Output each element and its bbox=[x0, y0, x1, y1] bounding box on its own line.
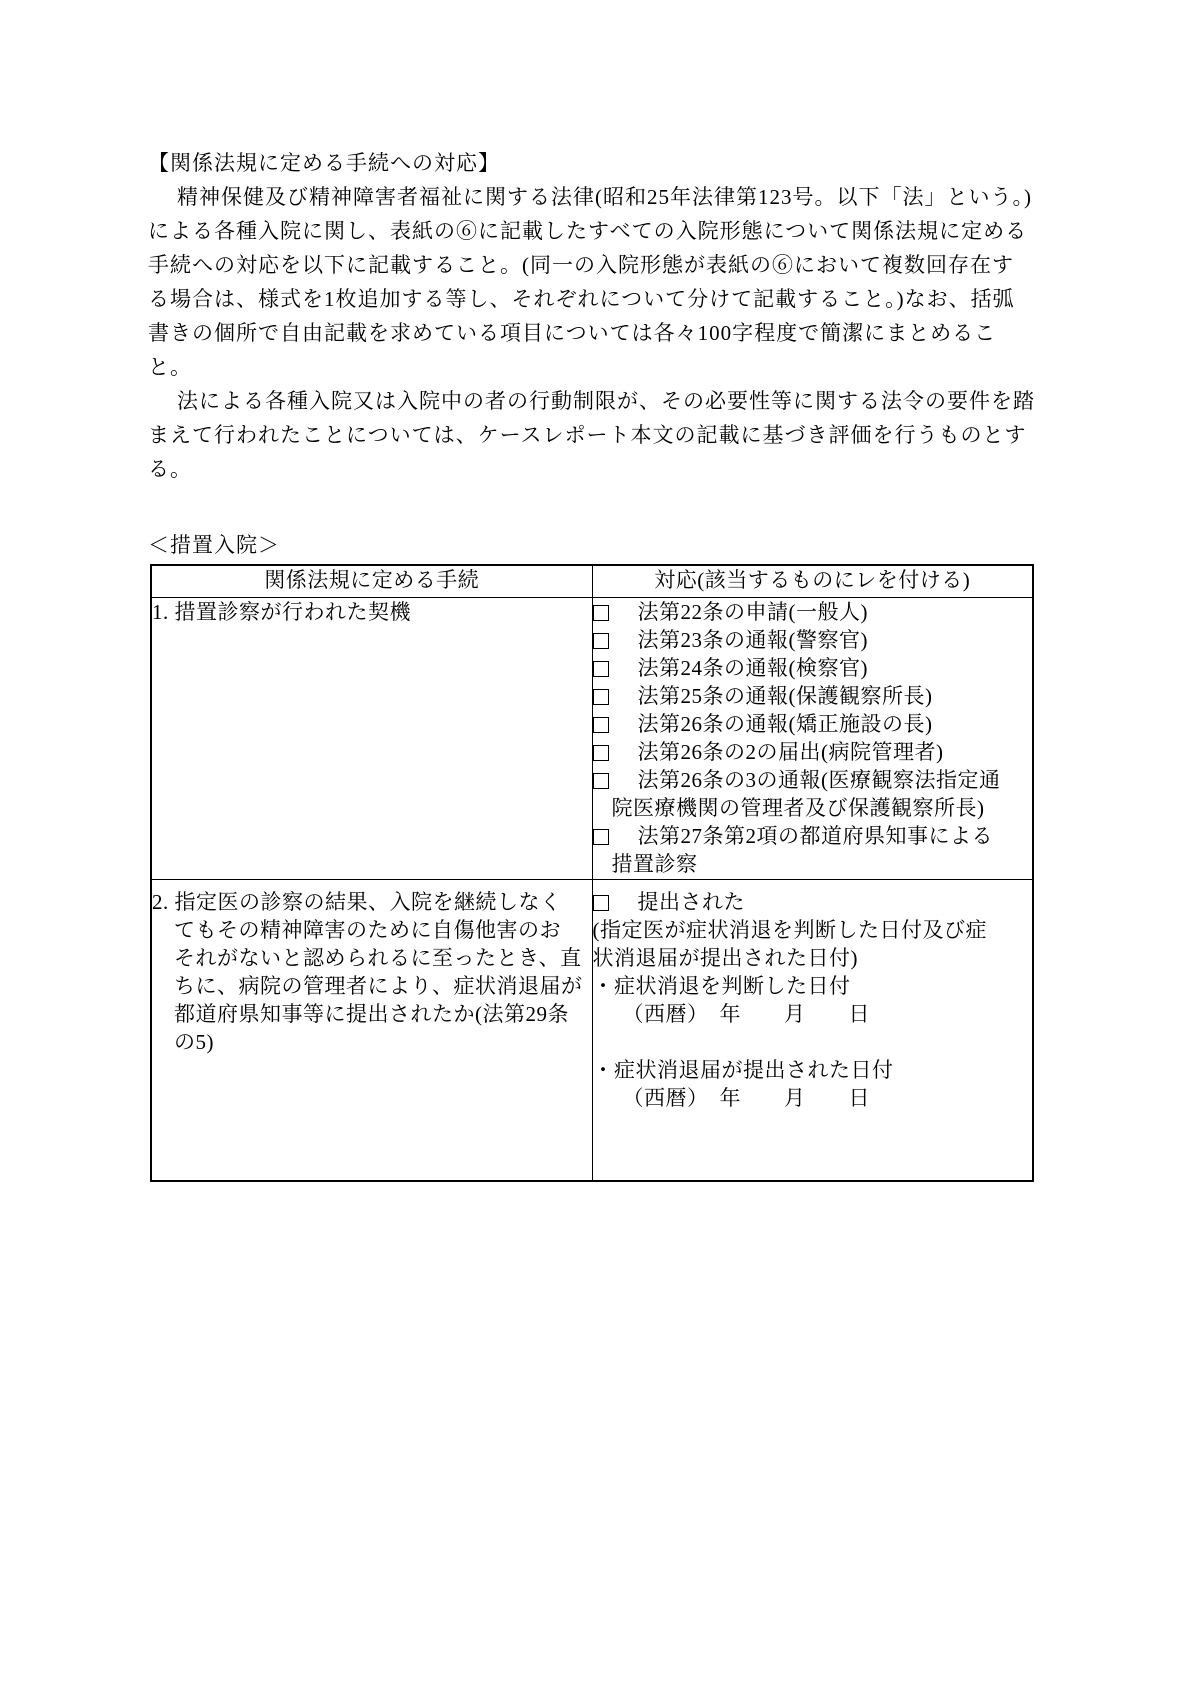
table-row bbox=[151, 880, 1033, 1182]
checkbox-label: 法第26条の通報(矯正施設の長) bbox=[637, 712, 933, 736]
document-title: 【関係法規に定める手続への対応】 bbox=[148, 151, 500, 175]
checkbox-label: 法第25条の通報(保護観察所長) bbox=[637, 684, 933, 708]
checkbox-item bbox=[593, 888, 1033, 916]
date-fill-in-submitted: （西暦） 年 月 日 bbox=[622, 1086, 870, 1110]
checkbox-law22-application[interactable] bbox=[593, 605, 609, 621]
checkbox-law23-report[interactable] bbox=[593, 633, 609, 649]
paragraph-line: 精神保健及び精神障害者福祉に関する法律(昭和25年法律第123号。以下「法」という。) bbox=[177, 185, 1032, 209]
checkbox-law27-2-examination[interactable] bbox=[593, 829, 609, 845]
row2-response-cell bbox=[592, 880, 1033, 1182]
checkbox-law26-2-notification[interactable] bbox=[593, 745, 609, 761]
checkbox-label: 法第24条の通報(検察官) bbox=[637, 656, 868, 680]
row2-procedure-line: ちに、病院の管理者により、症状消退届が bbox=[174, 974, 583, 998]
document-page bbox=[148, 0, 1043, 1182]
row2-procedure-line: 都道府県知事等に提出されたか(法第29条 bbox=[174, 1002, 569, 1026]
checkbox-item bbox=[593, 654, 1033, 682]
checkbox-label: 提出された bbox=[637, 890, 745, 914]
checkbox-law26-3-report[interactable] bbox=[593, 773, 609, 789]
checkbox-label-continuation: 措置診察 bbox=[611, 852, 698, 876]
note-line: 状消退届が提出された日付) bbox=[592, 946, 858, 970]
paragraph-line: による各種入院に関し、表紙の⑥に記載したすべての入院形態について関係法規に定める bbox=[148, 219, 1028, 243]
date-label-submitted: ・症状消退届が提出された日付 bbox=[592, 1058, 894, 1082]
checkbox-label: 法第26条の3の通報(医療観察法指定通 bbox=[637, 768, 1001, 792]
paragraph-line: 書きの個所で自由記載を求めている項目については各々100字程度で簡潔にまとめるこ bbox=[148, 321, 997, 345]
checkbox-label-continuation: 院医療機関の管理者及び保護観察所長) bbox=[611, 796, 985, 820]
checkbox-submitted[interactable] bbox=[593, 895, 609, 911]
checkbox-item bbox=[593, 738, 1033, 766]
section-heading-sochi-nyuin: ＜措置入院＞ bbox=[148, 533, 280, 557]
paragraph-line: る。 bbox=[148, 457, 192, 481]
checkbox-label: 法第27条第2項の都道府県知事による bbox=[637, 824, 993, 848]
paragraph-line: まえて行われたことについては、ケースレポート本文の記載に基づき評価を行うものとす bbox=[148, 423, 1027, 447]
row1-response-cell bbox=[592, 598, 1033, 880]
paragraph-line: 法による各種入院又は入院中の者の行動制限が、その必要性等に関する法令の要件を踏 bbox=[177, 389, 1035, 413]
note-line: (指定医が症状消退を判断した日付及び症 bbox=[592, 918, 987, 942]
row2-procedure-line: 2. 指定医の診察の結果、入院を継続しなく bbox=[152, 890, 562, 914]
date-label-judged: ・症状消退を判断した日付 bbox=[592, 974, 851, 998]
paragraph-line: る場合は、様式を1枚追加する等し、それぞれについて分けて記載すること。)なお、括弧 bbox=[148, 287, 1015, 311]
table-header-procedures: 関係法規に定める手続 bbox=[151, 565, 592, 598]
checkbox-item bbox=[593, 822, 1033, 850]
row2-procedure-line: それがないと認められるに至ったとき、直 bbox=[174, 946, 582, 970]
row2-procedure-line: の5) bbox=[174, 1030, 214, 1054]
date-fill-in-judged: （西暦） 年 月 日 bbox=[622, 1002, 870, 1026]
checkbox-item bbox=[593, 682, 1033, 710]
paragraph-line: と。 bbox=[148, 355, 192, 379]
table-header-response: 対応(該当するものにレを付ける) bbox=[592, 565, 1033, 598]
row1-procedure-cell bbox=[151, 598, 592, 880]
checkbox-item bbox=[593, 766, 1033, 794]
table-row bbox=[151, 598, 1033, 880]
checkbox-item bbox=[593, 598, 1033, 626]
row2-procedure-line: てもその精神障害のために自傷他害のお bbox=[174, 918, 561, 942]
checkbox-law24-report[interactable] bbox=[593, 661, 609, 677]
checkbox-label: 法第22条の申請(一般人) bbox=[637, 600, 868, 624]
row2-procedure-cell bbox=[151, 880, 592, 1182]
table-header-row bbox=[151, 565, 1033, 598]
paragraph-line: 手続への対応を以下に記載すること。(同一の入院形態が表紙の⑥において複数回存在す bbox=[148, 253, 1014, 277]
intro-paragraph-1 bbox=[148, 180, 1043, 384]
checkbox-law25-report[interactable] bbox=[593, 689, 609, 705]
checkbox-item bbox=[593, 626, 1033, 654]
checkbox-label: 法第23条の通報(警察官) bbox=[637, 628, 868, 652]
checkbox-law26-report[interactable] bbox=[593, 717, 609, 733]
procedure-table bbox=[150, 564, 1034, 1182]
intro-paragraph-2 bbox=[148, 384, 1043, 486]
row1-procedure-text: 1. 措置診察が行われた契機 bbox=[152, 600, 411, 624]
checkbox-label: 法第26条の2の届出(病院管理者) bbox=[637, 740, 944, 764]
checkbox-item bbox=[593, 710, 1033, 738]
